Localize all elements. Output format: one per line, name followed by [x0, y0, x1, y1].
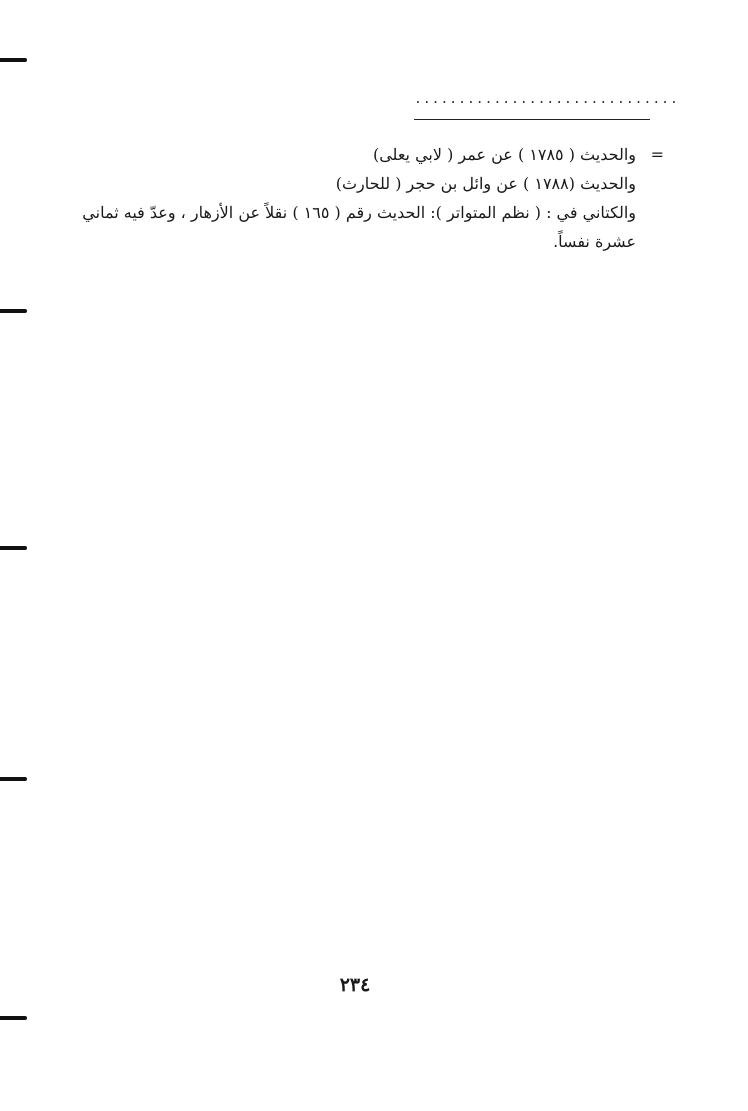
footnote-line: والكتاني في : ( نظم المتواتر ): الحديث رقم ( ١٦٥ ) نقلاً عن الأزهار ، وعدّ فيه ثماني	[82, 203, 636, 222]
footnote-separator-rule	[414, 119, 650, 120]
scan-edge-mark	[0, 58, 27, 62]
page-number: ٢٣٤	[339, 974, 371, 996]
footnote-block	[82, 140, 664, 256]
footnote-line: والحديث (١٧٨٨ ) عن وائل بن حجر ( للحارث)	[335, 174, 636, 193]
scan-edge-mark	[0, 546, 27, 550]
scan-edge-mark	[0, 777, 27, 781]
footnote-line: عشرة نفساً.	[553, 232, 636, 251]
scan-edge-mark	[0, 309, 27, 313]
footnote-line: والحديث ( ١٧٨٥ ) عن عمر ( لابي يعلى)	[372, 145, 636, 164]
scan-edge-mark	[0, 1016, 27, 1020]
footnote-continuation-marker: =	[650, 145, 664, 164]
footnote-separator-dots: ..............................	[414, 92, 679, 107]
